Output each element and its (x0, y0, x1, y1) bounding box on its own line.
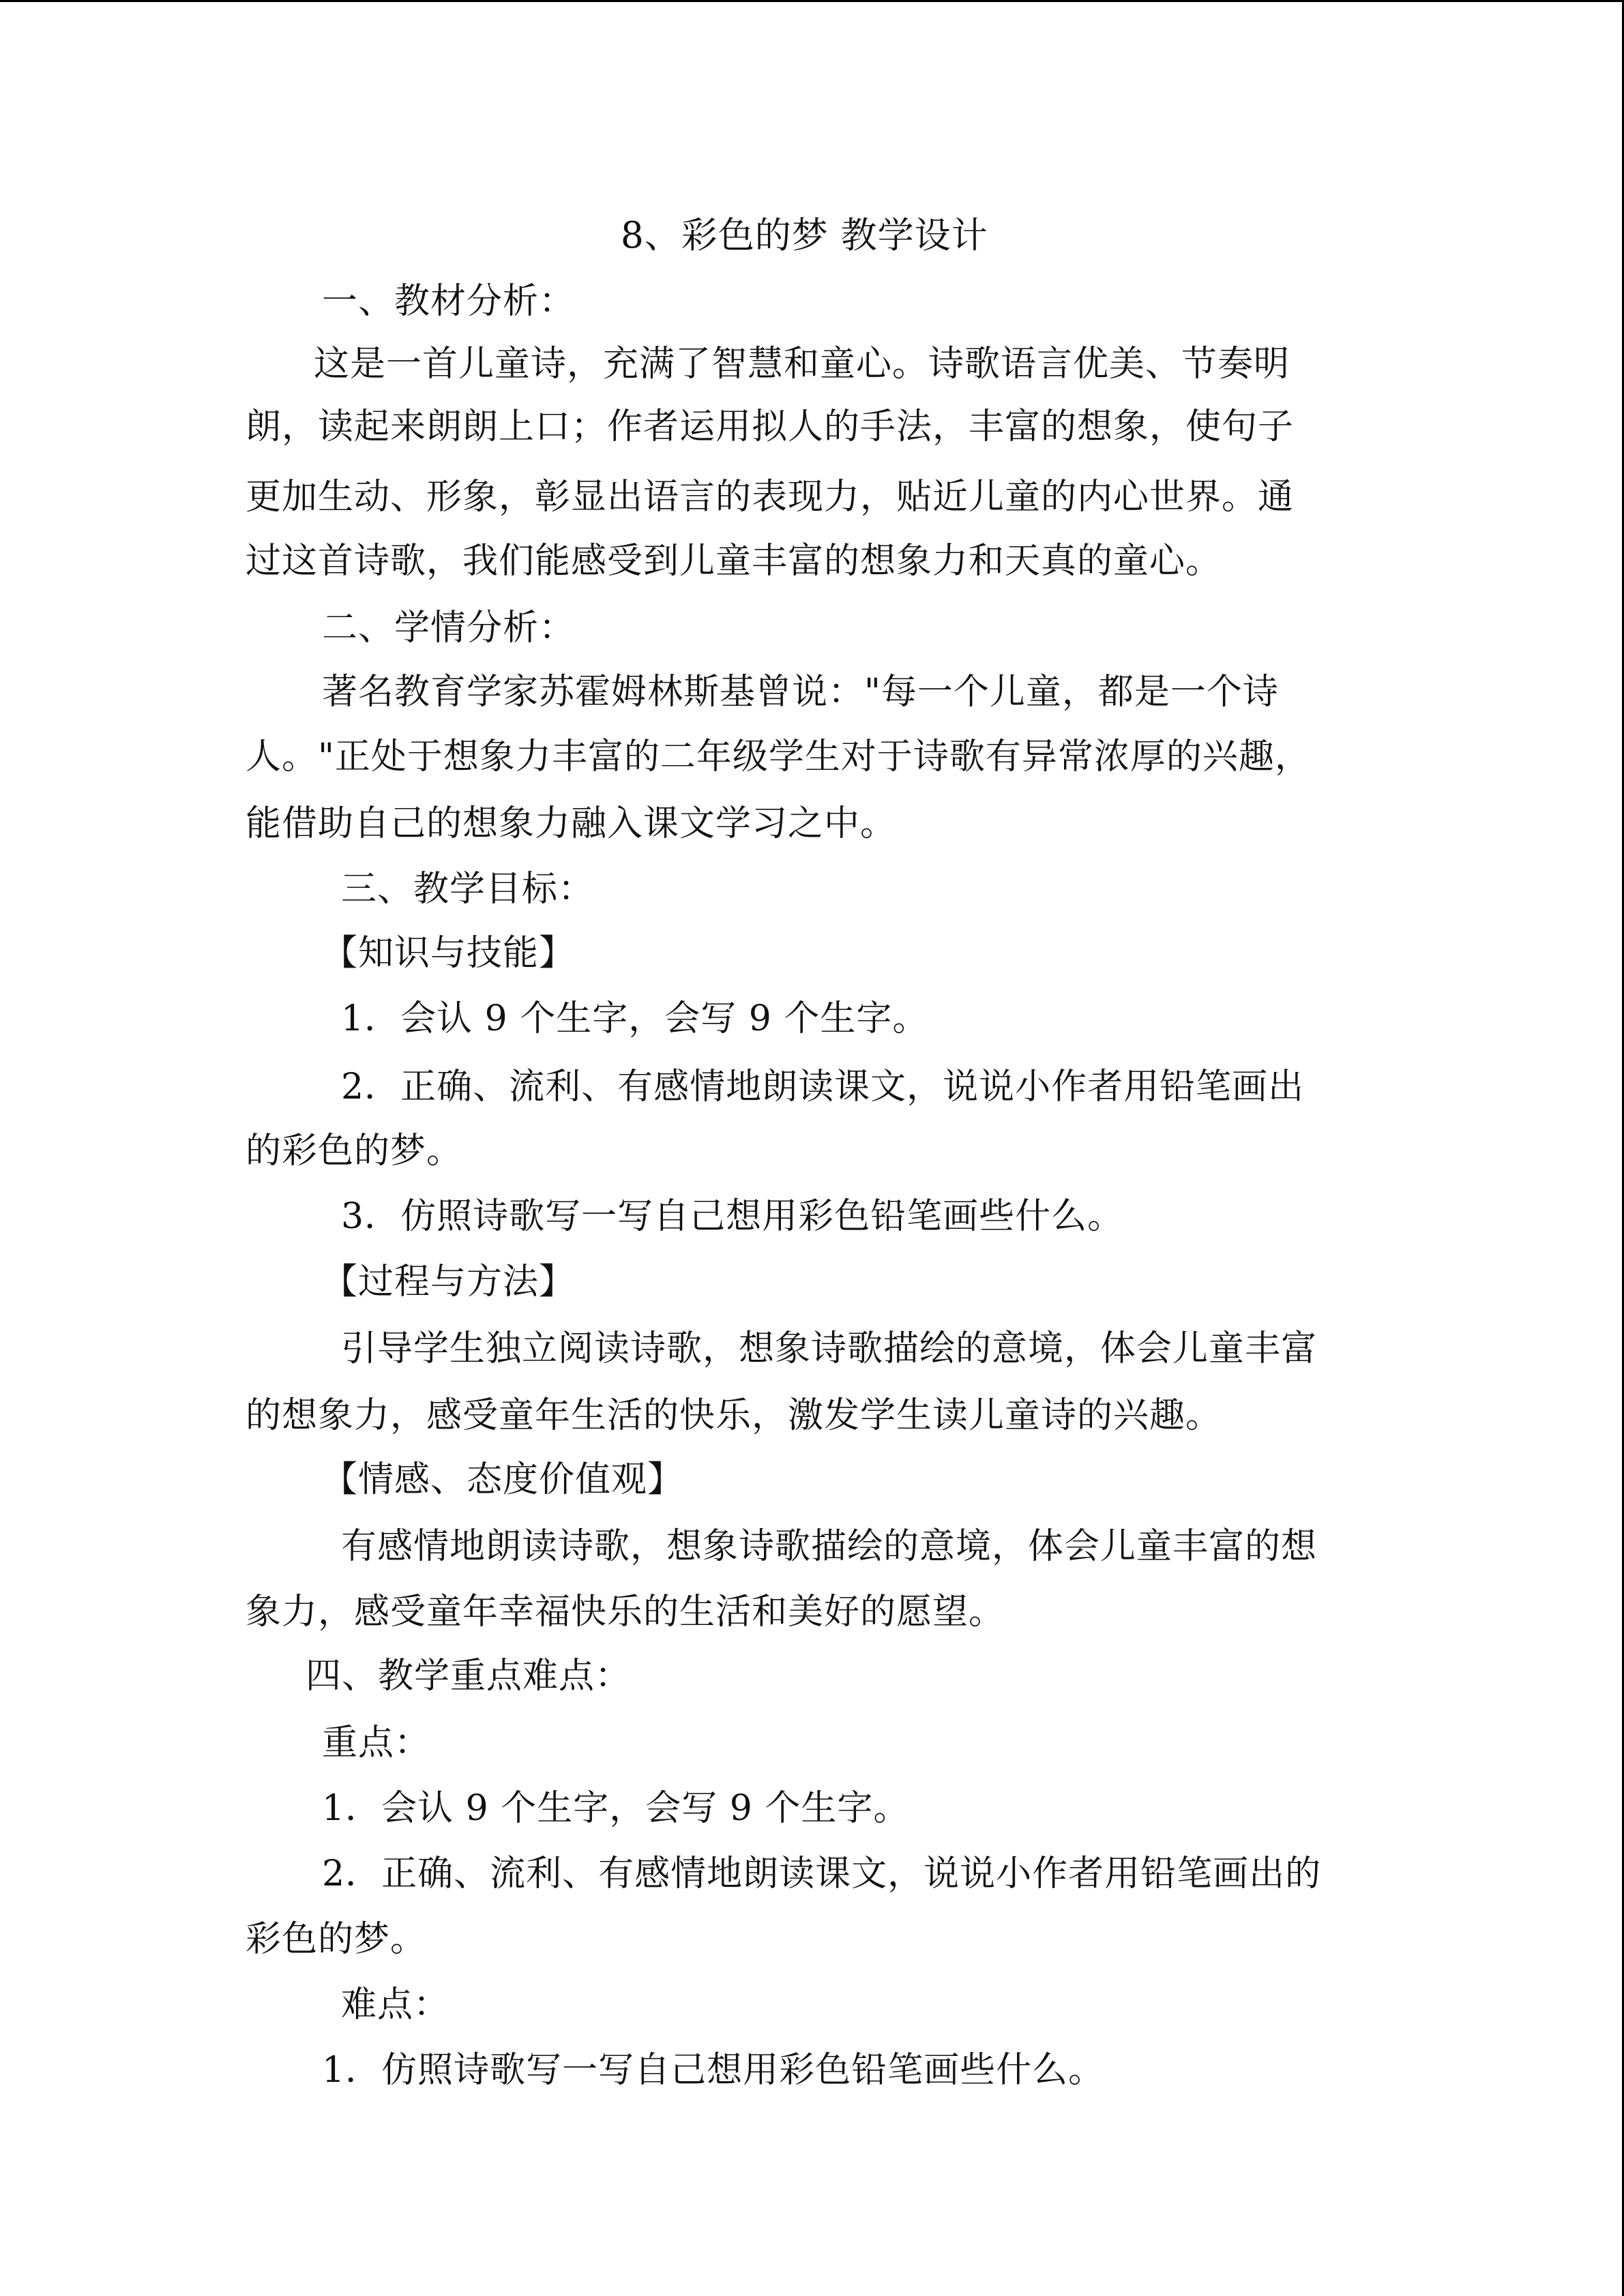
list-item-continuation: 的彩色的梦。 (246, 1131, 463, 1172)
paragraph-line: 能借助自己的想象力融入课文学习之中。 (246, 803, 897, 844)
page-title: 8、彩色的梦 教学设计 (621, 215, 988, 256)
paragraph-line: 象力，感受童年幸福快乐的生活和美好的愿望。 (246, 1592, 1005, 1632)
section-heading: 四、教学重点难点： (306, 1656, 632, 1697)
list-item: 2．正确、流利、有感情地朗读课文，说说小作者用铅笔画出的 (322, 1853, 1322, 1894)
paragraph-line: 这是一首儿童诗，充满了智慧和童心。诗歌语言优美、节奏明 (314, 344, 1290, 385)
paragraph-line: 的想象力，感受童年生活的快乐，激发学生读儿童诗的兴趣。 (246, 1395, 1222, 1436)
subsection-heading: 难点： (341, 1984, 450, 2025)
list-item-continuation: 彩色的梦。 (246, 1919, 427, 1960)
paragraph-line: 更加生动、形象，彰显出语言的表现力，贴近儿童的内心世界。通 (246, 477, 1295, 518)
list-item: 1．会认 9 个生字，会写 9 个生字。 (322, 1788, 910, 1829)
paragraph-line: 朗，读起来朗朗上口；作者运用拟人的手法，丰富的想象，使句子 (246, 406, 1295, 447)
list-item: 2．正确、流利、有感情地朗读课文，说说小作者用铅笔画出 (341, 1067, 1305, 1107)
list-item: 1．仿照诗歌写一写自己想用彩色铅笔画些什么。 (322, 2050, 1105, 2091)
paragraph-line: 著名教育学家苏霍姆林斯基曾说："每一个儿童，都是一个诗 (322, 672, 1279, 713)
list-item: 1．会认 9 个生字，会写 9 个生字。 (341, 998, 929, 1039)
list-item: 3．仿照诗歌写一写自己想用彩色铅笔画些什么。 (341, 1196, 1124, 1237)
section-heading: 一、教材分析： (322, 281, 576, 322)
subsection-heading: 【知识与技能】 (322, 933, 576, 974)
section-heading: 三、教学目标： (341, 869, 595, 910)
paragraph-line: 过这首诗歌，我们能感受到儿童丰富的想象力和天真的童心。 (246, 541, 1222, 582)
paragraph-line: 人。"正处于想象力丰富的二年级学生对于诗歌有异常浓厚的兴趣， (246, 736, 1311, 777)
subsection-heading: 【过程与方法】 (322, 1262, 576, 1302)
section-heading: 二、学情分析： (322, 608, 576, 648)
subsection-heading: 重点： (322, 1723, 431, 1763)
subsection-heading: 【情感、态度价值观】 (322, 1459, 684, 1500)
paragraph-line: 有感情地朗读诗歌，想象诗歌描绘的意境，体会儿童丰富的想 (341, 1526, 1318, 1567)
page-edge-top (0, 0, 1624, 2)
paragraph-line: 引导学生独立阅读诗歌，想象诗歌描绘的意境，体会儿童丰富 (341, 1328, 1318, 1369)
